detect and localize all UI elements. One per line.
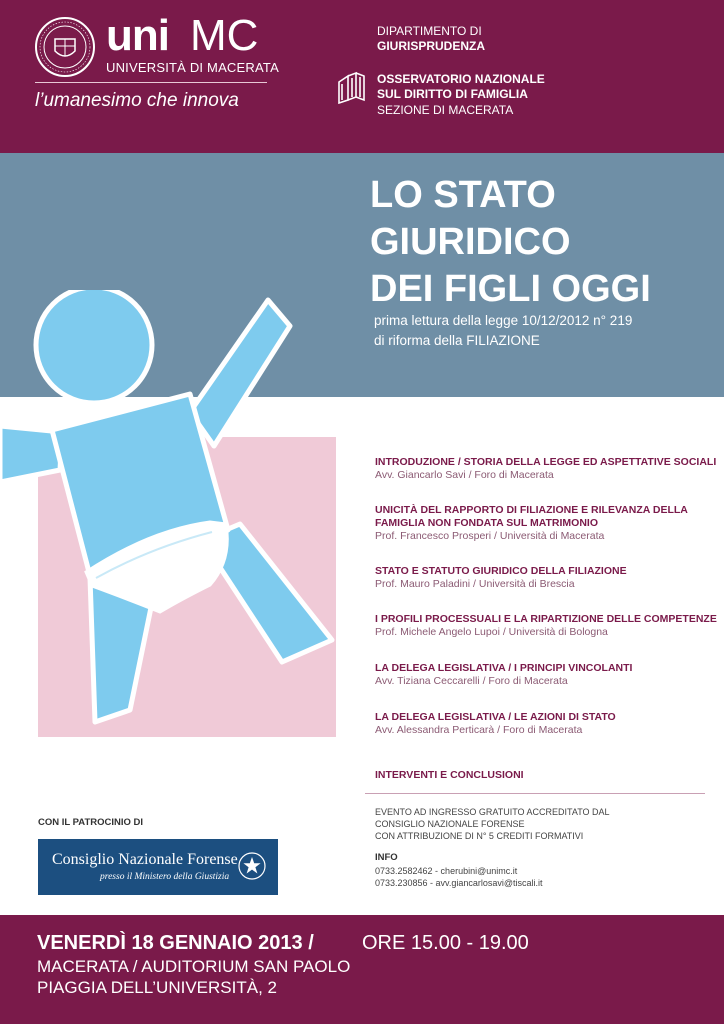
patronage-label: CON IL PATROCINIO DI: [38, 817, 144, 828]
title-line-3: DEI FIGLI OGGI: [370, 268, 651, 310]
title-line-1: LO STATO: [370, 174, 556, 216]
program-item: [375, 769, 720, 782]
event-line-2: CONSIGLIO NAZIONALE FORENSE: [375, 819, 525, 829]
program-item-title: INTRODUZIONE / STORIA DELLA LEGGE ED ASPETTATIVE SOCIALI: [375, 456, 717, 468]
program-item-title: LA DELEGA LEGISLATIVA / I PRINCIPI VINCOLANTI: [375, 662, 633, 674]
italian-emblem-icon: [237, 851, 267, 881]
program-item-speaker: Prof. Michele Angelo Lupoi / Università di Bologna: [375, 626, 608, 638]
program-item-title: STATO E STATUTO GIURIDICO DELLA FILIAZIONE: [375, 565, 627, 577]
cnf-name: Consiglio Nazionale Forense: [52, 851, 238, 868]
program-item-title: LA DELEGA LEGISLATIVA / LE AZIONI DI STATO: [375, 711, 616, 723]
program-item: [375, 662, 720, 688]
program-item: [375, 711, 720, 737]
brand-uni: uni: [106, 11, 169, 60]
event-line-1: EVENTO AD INGRESSO GRATUITO ACCREDITATO DAL: [375, 807, 610, 817]
observatory-line-2: SUL DIRITTO DI FAMIGLIA: [377, 87, 528, 101]
event-time: ORE 15.00 - 19.00: [362, 932, 529, 954]
program-item-speaker: Avv. Giancarlo Savi / Foro di Macerata: [375, 469, 554, 481]
university-name: UNIVERSITÀ DI MACERATA: [106, 60, 279, 75]
subtitle: [374, 311, 714, 351]
cnf-logo: [38, 839, 278, 895]
program-item-speaker: Avv. Alessandra Perticarà / Foro di Macerata: [375, 724, 583, 736]
university-seal-icon: [35, 17, 95, 77]
program-divider: [365, 793, 705, 794]
event-place: MACERATA / AUDITORIUM SAN PAOLO: [37, 957, 351, 976]
header-divider: [35, 82, 267, 83]
event-date: VENERDÌ 18 GENNAIO 2013 /: [37, 932, 314, 954]
program-item: [375, 456, 720, 482]
observatory-line-1: OSSERVATORIO NAZIONALE: [377, 72, 545, 86]
contact-line-1: 0733.2582462 - cherubini@unimc.it: [375, 866, 518, 876]
footer-band: [0, 915, 724, 1024]
department-line-1: DIPARTIMENTO DI: [377, 24, 482, 38]
program-item-speaker: Prof. Francesco Prosperi / Università di Macerata: [375, 530, 605, 542]
program-item: [375, 613, 720, 639]
baby-figure-icon: [0, 290, 340, 730]
page-title: [370, 172, 710, 313]
title-line-2: GIURIDICO: [370, 221, 571, 263]
event-accreditation: [375, 806, 695, 842]
books-icon: [336, 70, 370, 104]
brand-mc: MC: [190, 11, 259, 60]
department-line-2: GIURISPRUDENZA: [377, 39, 486, 53]
event-line-3: CON ATTRIBUZIONE DI N° 5 CREDITI FORMATIVI: [375, 831, 584, 841]
contacts: [375, 865, 543, 889]
program-item-speaker: Avv. Tiziana Ceccarelli / Foro di Macerata: [375, 675, 568, 687]
observatory-line-3: SEZIONE DI MACERATA: [377, 103, 514, 117]
subtitle-line-1: prima lettura della legge 10/12/2012 n° 219: [374, 313, 633, 328]
cnf-subtitle: presso il Ministero della Giustizia: [100, 872, 230, 882]
event-street: PIAGGIA DELL’UNIVERSITÀ, 2: [37, 978, 277, 997]
program-item: [375, 565, 720, 591]
subtitle-line-2: di riforma della FILIAZIONE: [374, 333, 540, 348]
program-item: [375, 504, 720, 543]
program-item-title: UNICITÀ DEL RAPPORTO DI FILIAZIONE E RILEVANZA DELLA: [375, 504, 688, 516]
contact-line-2: 0733.230856 - avv.giancarlosavi@tiscali.it: [375, 878, 543, 888]
program-item-title-2: FAMIGLIA NON FONDATA SUL MATRIMONIO: [375, 517, 599, 529]
header-band: [0, 0, 724, 153]
program-item-title: INTERVENTI E CONCLUSIONI: [375, 769, 524, 781]
program-item-title: I PROFILI PROCESSUALI E LA RIPARTIZIONE DELLE COMPETENZE: [375, 613, 717, 625]
program-item-speaker: Prof. Mauro Paladini / Università di Brescia: [375, 578, 575, 590]
info-label: INFO: [375, 852, 398, 863]
tagline: l’umanesimo che innova: [35, 90, 239, 111]
